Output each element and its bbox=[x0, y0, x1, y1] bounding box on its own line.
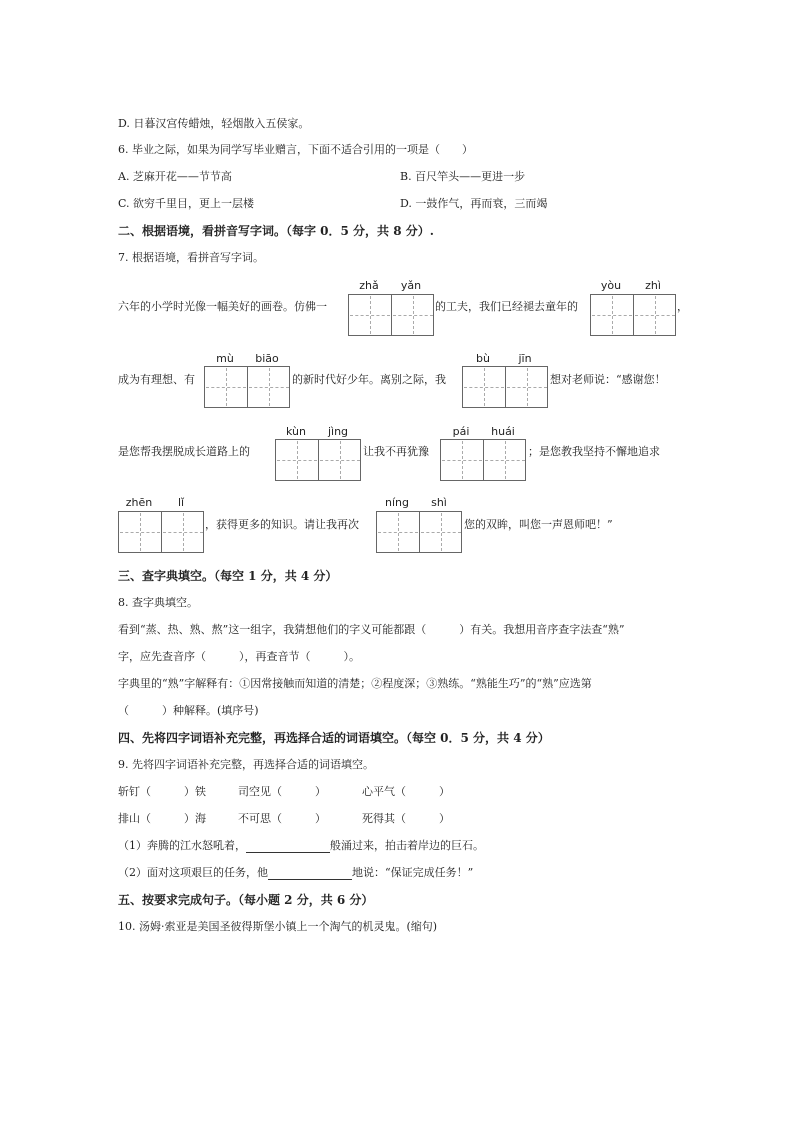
q7-stem: 7. 根据语境，看拼音写字词。 bbox=[118, 251, 264, 264]
pinyin-biao: biāo bbox=[255, 352, 279, 365]
pinyin-shi: shì bbox=[431, 496, 447, 509]
pinyin-ning: níng bbox=[385, 496, 409, 509]
pinyin-you: yòu bbox=[600, 279, 622, 292]
pinyin-zha: zhǎ bbox=[359, 279, 379, 292]
idiom-3: 心平气（ ） bbox=[362, 785, 450, 798]
q9-sentence-2: （2）面对这项艰巨的任务，他 地说：“保证完成任务！” bbox=[118, 866, 474, 879]
section-4-title: 四、先将四字词语补充完整，再选择合适的词语填空。（每空 0．5 分，共 4 分） bbox=[118, 731, 550, 745]
writing-grid-bujin[interactable] bbox=[462, 366, 548, 408]
section-5-title: 五、按要求完成句子。（每小题 2 分，共 6 分） bbox=[118, 893, 374, 907]
line2-text-c: 想对老师说：“感谢您！ bbox=[550, 373, 666, 386]
idiom-6: 死得其（ ） bbox=[362, 812, 450, 825]
pinyin-jing: jìng bbox=[327, 425, 349, 438]
line1-text-b: 的工夫，我们已经褪去童年的 bbox=[435, 300, 578, 313]
pinyin-jin: jīn bbox=[518, 352, 532, 365]
idiom-5: 不可思（ ） bbox=[238, 812, 326, 825]
writing-grid-kunjing[interactable] bbox=[275, 439, 361, 481]
line4-text-b: ，获得更多的知识。请让我再次 bbox=[205, 518, 359, 531]
pinyin-kun: kùn bbox=[286, 425, 306, 438]
pinyin-pai: pái bbox=[452, 425, 470, 438]
q9-sentence-1: （1）奔腾的江水怒吼着， 般涌过来，拍击着岸边的巨石。 bbox=[118, 839, 484, 852]
line1-text-c: ， bbox=[677, 300, 688, 313]
idiom-4: 排山（ ）海 bbox=[118, 812, 206, 825]
q6-option-b: B. 百尺竿头——更进一步 bbox=[400, 170, 526, 183]
q8-stem: 8. 查字典填空。 bbox=[118, 596, 198, 609]
q5-option-d: D. 日暮汉宫传蜡烛，轻烟散入五侯家。 bbox=[118, 117, 310, 130]
writing-grid-ningshi[interactable] bbox=[376, 511, 462, 553]
answer-blank-2[interactable] bbox=[268, 868, 352, 880]
pinyin-huai: huái bbox=[491, 425, 515, 438]
idiom-2: 司空见（ ） bbox=[238, 785, 326, 798]
pinyin-bu: bù bbox=[476, 352, 490, 365]
section-2-title: 二、根据语境，看拼音写字词。（每字 0．5 分，共 8 分）. bbox=[118, 224, 434, 238]
writing-grid-mubiao[interactable] bbox=[204, 366, 290, 408]
pinyin-zhen: zhēn bbox=[125, 496, 153, 509]
writing-grid-youzhi[interactable] bbox=[590, 294, 676, 336]
q8-para-4: （ ）种解释。(填序号) bbox=[118, 704, 259, 717]
answer-blank-1[interactable] bbox=[246, 841, 330, 853]
q6-option-a: A. 芝麻开花——节节高 bbox=[118, 170, 232, 183]
q6-option-c: C. 欲穷千里目，更上一层楼 bbox=[118, 197, 255, 210]
q10-stem: 10. 汤姆·索亚是美国圣彼得斯堡小镇上一个淘气的机灵鬼。(缩句) bbox=[118, 920, 438, 933]
line2-text-a: 成为有理想、有 bbox=[118, 373, 195, 386]
q9-stem: 9. 先将四字词语补充完整，再选择合适的词语填空。 bbox=[118, 758, 374, 771]
line3-text-a: 是您帮我摆脱成长道路上的 bbox=[118, 445, 250, 458]
line1-text-a: 六年的小学时光像一幅美好的画卷。仿佛一 bbox=[118, 300, 327, 313]
line3-text-b: 让我不再犹豫 bbox=[363, 445, 429, 458]
line3-text-c: ；是您教我坚持不懈地追求 bbox=[528, 445, 660, 458]
pinyin-li: lǐ bbox=[177, 496, 185, 509]
idiom-1: 斩钉（ ）铁 bbox=[118, 785, 206, 798]
section-3-title: 三、查字典填空。（每空 1 分，共 4 分） bbox=[118, 569, 338, 583]
pinyin-zhi: zhì bbox=[645, 279, 661, 292]
writing-grid-zhayan[interactable] bbox=[348, 294, 434, 336]
q8-para-2: 字，应先查音序（ ），再查音节（ ）。 bbox=[118, 650, 360, 663]
q6-option-d: D. 一鼓作气，再而衰，三而竭 bbox=[400, 197, 548, 210]
writing-grid-paihuai[interactable] bbox=[440, 439, 526, 481]
writing-grid-zhenli[interactable] bbox=[118, 511, 204, 553]
line4-text-c: 您的双眸，叫您一声恩师吧！” bbox=[464, 518, 613, 531]
q8-para-3: 字典里的“熟”字解释有：①因常接触而知道的清楚；②程度深；③熟练。“熟能生巧”的“熟”应选第 bbox=[118, 677, 592, 690]
pinyin-yan: yǎn bbox=[400, 279, 422, 292]
q6-stem: 6. 毕业之际，如果为同学写毕业赠言，下面不适合引用的一项是（ ） bbox=[118, 143, 473, 156]
line2-text-b: 的新时代好少年。离别之际，我 bbox=[292, 373, 446, 386]
q8-para-1: 看到“蒸、热、熟、熬”这一组字，我猜想他们的字义可能都跟（ ）有关。我想用音序查字法查“熟” bbox=[118, 623, 625, 636]
pinyin-mu: mù bbox=[216, 352, 234, 365]
